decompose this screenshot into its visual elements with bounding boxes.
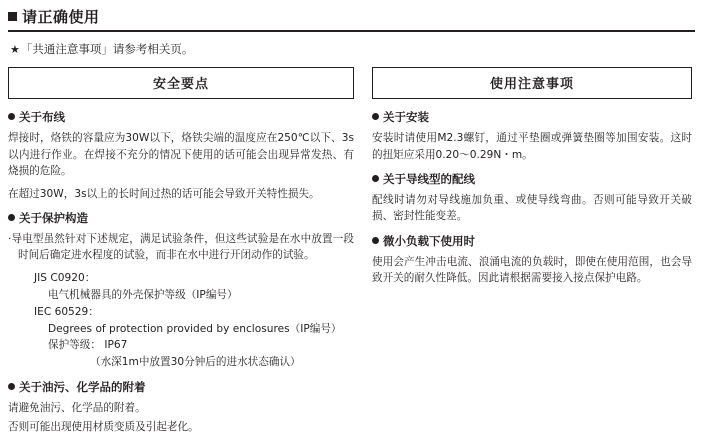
section-title	[372, 234, 692, 249]
section-paragraph: 配线时请勿对导线施加负重、或使导线弯曲。否则可能导致开关破损、密封性能变差。	[372, 194, 692, 223]
standard-line: IEC 60529：	[34, 305, 99, 318]
section-paragraph: 否则可能出现使用材质变质及引起老化。	[8, 420, 199, 433]
dot-bullet-icon	[372, 113, 379, 120]
section-oil-chemicals	[8, 380, 354, 435]
section-paragraph: 焊接时，烙铁的容量应为30W以下，烙铁尖端的温度应在250℃以下、3s以内进行作业。在焊接不充分的情况下使用的话可能会出现异常发热、有烧损的危险。	[8, 132, 354, 178]
usage-precautions-column	[372, 67, 692, 295]
star-icon: ★	[10, 43, 20, 56]
standard-line: 电气机械器具的外壳保护等级（IP编号）	[48, 288, 238, 301]
section-title	[8, 380, 354, 395]
standards-block	[8, 270, 354, 372]
dot-bullet-icon	[8, 113, 15, 120]
page-title	[8, 6, 695, 30]
dot-bullet-icon	[372, 175, 379, 182]
section-bullet-paragraph: ·导电型虽然针对下述规定，满足试验条件，但这些试验是在水中放置一段时间后确定进水程度的试验，而非在水中进行开闭动作的试验。	[8, 232, 354, 262]
section-title-text: 关于导线型的配线	[383, 172, 475, 187]
section-title	[8, 110, 354, 125]
section-wiring	[8, 110, 354, 202]
dot-bullet-icon	[372, 237, 379, 244]
safety-points-column	[8, 67, 354, 444]
standard-line: （水深1m中放置30分钟后的进水状态确认）	[90, 356, 301, 369]
common-precautions-note	[10, 41, 695, 57]
section-title-text: 关于布线	[19, 110, 65, 125]
standard-line: JIS C0920：	[34, 271, 96, 284]
common-precautions-note-text: 「共通注意事项」请参考相关页。	[20, 42, 194, 56]
section-title-text: 微小负载下使用时	[383, 233, 475, 248]
section-title-text: 关于安装	[383, 110, 429, 125]
safety-points-header: 安全要点	[8, 67, 354, 99]
section-mounting	[372, 110, 692, 163]
section-title	[372, 110, 692, 125]
content-columns	[8, 67, 695, 444]
dot-bullet-icon	[8, 383, 15, 390]
section-paragraph: 在超过30W，3s以上的长时间过热的话可能会导致开关特性损失。	[8, 187, 320, 200]
section-paragraph: 安装时请使用M2.3螺钉，通过平垫圈或弹簧垫圈等加围安装。这时的扭矩应采用0.20～0.29N・m。	[372, 132, 692, 161]
section-title-text: 关于油污、化学品的附着	[19, 380, 146, 395]
dot-bullet-icon	[8, 214, 15, 221]
section-lead-wire-wiring	[372, 172, 692, 225]
section-paragraph: 使用会产生冲击电流、浪涌电流的负载时，即使在使用范围，也会导致开关的耐久性降低。因此请根据需要接入接点保护电路。	[372, 255, 692, 285]
section-title	[372, 172, 692, 187]
section-title	[8, 211, 354, 226]
page-title-text: 请正确使用	[22, 8, 100, 26]
square-bullet-icon	[8, 12, 17, 21]
usage-precautions-header: 使用注意事项	[372, 67, 692, 99]
title-divider	[8, 30, 695, 32]
standard-line: 保护等级： IP67	[48, 339, 128, 352]
standard-line: Degrees of protection provided by enclosures（IP编号）	[48, 322, 342, 335]
section-micro-load	[372, 234, 692, 287]
section-title-text: 关于保护构造	[19, 210, 88, 225]
section-paragraph: 请避免油污、化学品的附着。	[8, 402, 146, 415]
section-protective-structure	[8, 211, 354, 371]
